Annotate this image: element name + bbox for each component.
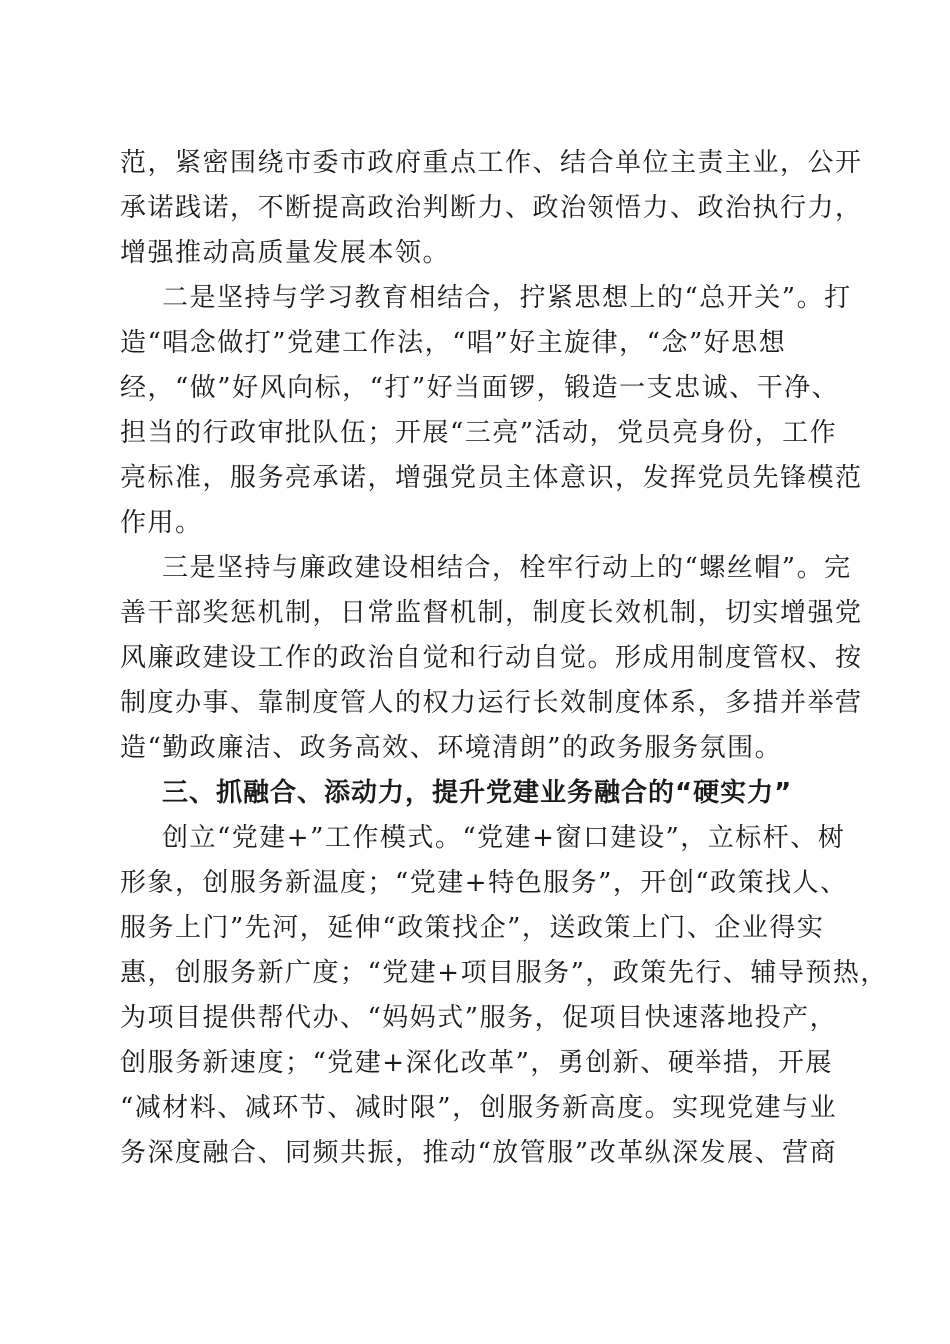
text-line: 担当的行政审批队伍；开展“三亮”活动，党员亮身份，工作 (120, 418, 838, 448)
text-line: 形象，创服务新温度；“党建+特色服务”，开创“政策找人、 (120, 868, 848, 898)
paragraph-study-education (120, 276, 863, 546)
text-line: 风廉政建设工作的政治自觉和行动自觉。形成用制度管权、按 (120, 643, 863, 673)
document-body (120, 141, 888, 1176)
text-line: 创服务新速度；“党建+深化改革”，勇创新、硬举措，开展 (120, 1048, 833, 1078)
text-line: 为项目提供帮代办、“妈妈式”服务，促项目快速落地投产， (120, 1003, 838, 1033)
text-line: 造“勤政廉洁、政务高效、环境清朗”的政务服务氛围。 (120, 733, 783, 763)
text-line: 务深度融合、同频共振，推动“放管服”改革纵深发展、营商 (120, 1138, 838, 1168)
text-line: 造“唱念做打”党建工作法，“唱”好主旋律，“念”好思想 (120, 328, 787, 358)
section-heading (120, 771, 842, 816)
heading-line: 三、抓融合、添动力，提升党建业务融合的“硬实力” (162, 778, 793, 808)
text-line: 承诺践诺，不断提高政治判断力、政治领悟力、政治执行力， (120, 193, 863, 223)
text-line: 二是坚持与学习教育相结合，拧紧思想上的“总开关”。打 (162, 283, 852, 313)
paragraph-party-building-plus (120, 816, 888, 1176)
text-line: 范，紧密围绕市委市政府重点工作、结合单位主责主业，公开 (120, 148, 863, 178)
paragraph-continuation (120, 141, 863, 276)
text-line: 惠，创服务新广度；“党建+项目服务”，政策先行、辅导预热， (120, 958, 888, 988)
text-line: 作用。 (120, 508, 203, 538)
text-line: 创立“党建+”工作模式。“党建+窗口建设”，立标杆、树 (162, 823, 846, 853)
text-line: 善干部奖惩机制，日常监督机制，制度长效机制，切实增强党 (120, 598, 863, 628)
text-line: 经，“做”好风向标，“打”好当面锣，锻造一支忠诚、干净、 (120, 373, 840, 403)
text-line: 三是坚持与廉政建设相结合，栓牢行动上的“螺丝帽”。完 (162, 553, 852, 583)
text-line: 增强推动高质量发展本领。 (120, 238, 451, 268)
text-line: “减材料、减环节、减时限”，创服务新高度。实现党建与业 (120, 1093, 838, 1123)
text-line: 制度办事、靠制度管人的权力运行长效制度体系，多措并举营 (120, 688, 863, 718)
text-line: 服务上门”先河，延伸“政策找企”，送政策上门、企业得实 (120, 913, 825, 943)
text-line: 亮标准，服务亮承诺，增强党员主体意识，发挥党员先锋模范 (120, 463, 863, 493)
paragraph-integrity-building (120, 546, 863, 771)
